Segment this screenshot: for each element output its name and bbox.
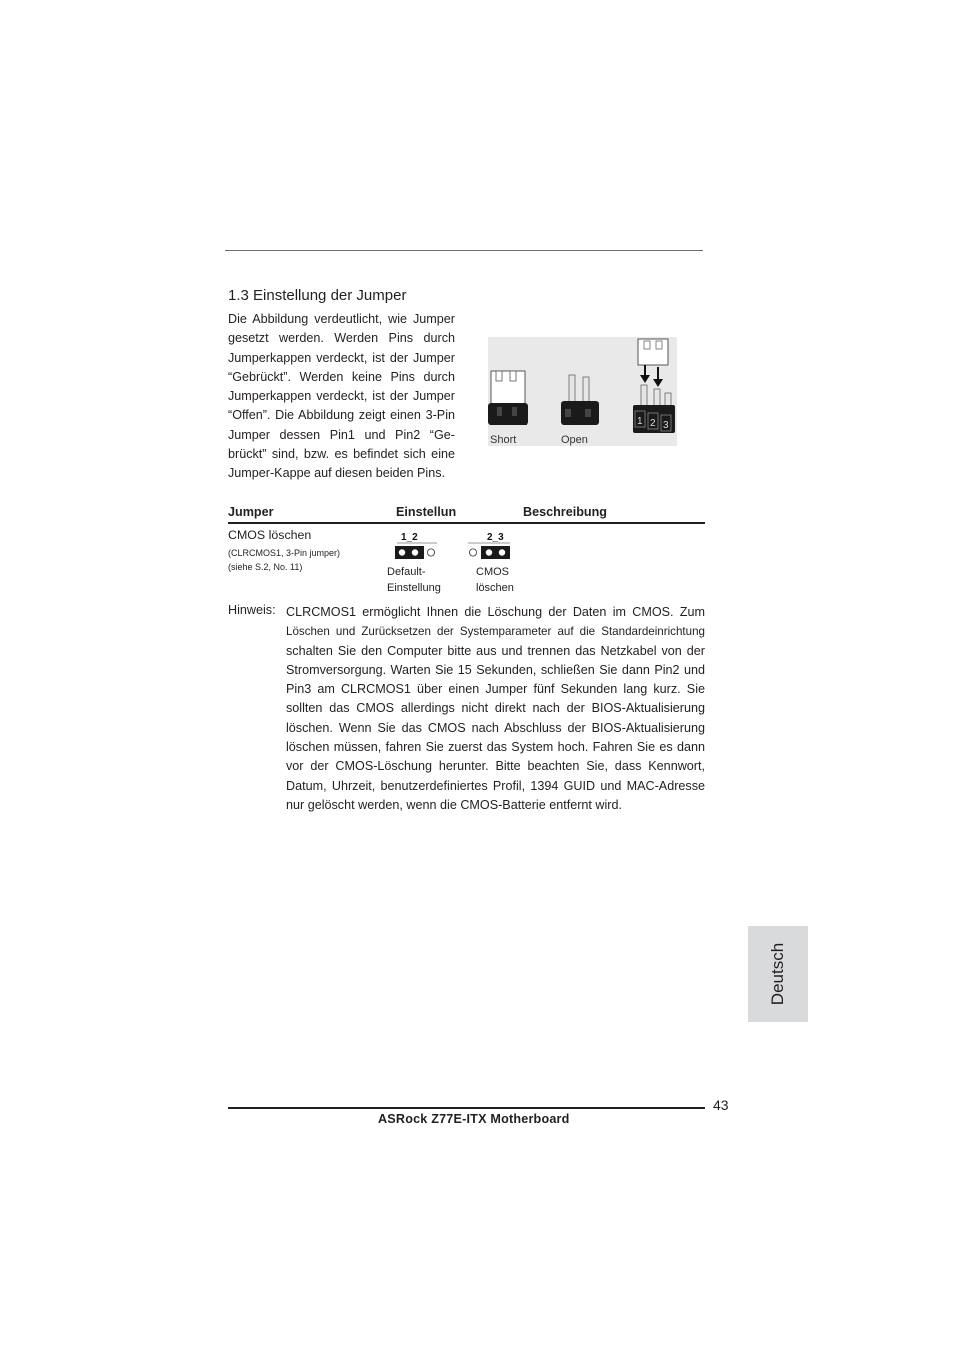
intro-line: Jumperkappen verdeckt, ist der Jumper (228, 389, 455, 404)
header-rule (225, 250, 703, 251)
note-line: löschen. Wenn Sie das CMOS nach Abschluss der BIOS-Aktualisierung (286, 720, 705, 735)
note-line: Pin3 am CLRCMOS1 über einen Jumper fünf Sekunden lang kurz. Sie (286, 682, 705, 697)
pin-number-1: 1 (637, 416, 643, 427)
jumper-reference: (siehe S.2, No. 11) (228, 562, 303, 572)
footer-rule (228, 1107, 705, 1109)
jumper-setting-1-2-icon (394, 530, 440, 560)
open-label: Open (561, 434, 588, 446)
open-jumper-icon (561, 375, 599, 425)
pins-label-2-3: 2_3 (487, 532, 504, 543)
note-line: Stromversorgung. Warten Sie 15 Sekunden, schließen Sie dann Pin2 und (286, 662, 705, 677)
intro-line: “Gebrückt”. Werden keine Pins durch (228, 369, 455, 384)
intro-line: Die Abbildung verdeutlicht, wie Jumper (228, 312, 455, 326)
page-number: 43 (713, 1097, 729, 1113)
table-header-rule (228, 522, 705, 524)
note-line: nur gelöscht werden, wenn die CMOS-Batterie entfernt wird. (286, 797, 622, 812)
intro-line: gesetzt werden. Werden Pins durch (228, 331, 455, 346)
setting-a-label1: Default- (387, 566, 426, 578)
note-paragraph (286, 603, 705, 815)
pin-number-2: 2 (650, 418, 656, 429)
note-line: Datum, Uhrzeit, benutzerdefiniertes Profil, 1394 GUID und MAC-Adresse (286, 778, 705, 793)
note-line: CLRCMOS1 ermöglicht Ihnen die Löschung der Daten im CMOS. Zum (286, 605, 705, 619)
intro-line: Jumper dessen Pin1 und Pin2 “Ge- (228, 427, 455, 442)
short-label: Short (490, 434, 517, 446)
setting-b-label1: CMOS (476, 566, 509, 578)
footer-product: ASRock Z77E-ITX Motherboard (378, 1112, 570, 1126)
intro-line: Jumperkappen verdeckt, ist der Jumper (228, 350, 455, 365)
section-title: 1.3 Einstellung der Jumper (228, 287, 407, 304)
intro-line: Jumper-Kappe auf diesen beiden Pins. (228, 466, 446, 481)
intro-line: brückt” sind, bzw. es befindet sich eine (228, 447, 455, 462)
jumper-name: CMOS löschen (228, 528, 312, 542)
intro-line: “Offen”. Die Abbildung zeigt einen 3-Pin (228, 408, 455, 423)
language-tab-label-wrap (748, 926, 808, 1022)
setting-a-label2: Einstellung (387, 582, 441, 594)
jumper-setting-2-3-icon (465, 530, 513, 560)
table-header-jumper: Jumper (228, 505, 274, 519)
note-line: sollten das CMOS allerdings nicht direkt nach der BIOS-Aktualisierung (286, 701, 705, 716)
language-tab-label: Deutsch (768, 942, 787, 1006)
pin-number-3: 3 (663, 420, 669, 431)
note-line: Löschen und Zurücksetzen der Systemparameter auf die Standardeinrichtung (286, 625, 705, 639)
jumper-subtitle: (CLRCMOS1, 3-Pin jumper) (228, 548, 341, 558)
note-line: schalten Sie den Computer bitte aus und trennen das Netzkabel von der (286, 643, 705, 658)
intro-paragraph (228, 310, 455, 484)
table-header-description: Beschreibung (523, 505, 607, 519)
short-jumper-icon (488, 371, 528, 425)
note-line: vor der CMOS-Löschung herunter. Bitte beachten Sie, dass Kennwort, (286, 759, 705, 774)
jumper-illustration (488, 337, 677, 446)
note-line: löschen müssen, fahren Sie zuerst das System hoch. Fahren Sie es dann (286, 740, 705, 755)
note-label: Hinweis: (228, 603, 276, 617)
setting-b-label2: löschen (476, 582, 514, 594)
pins-label-1-2: 1_2 (401, 532, 418, 543)
table-header-setting: Einstellun (396, 505, 457, 519)
